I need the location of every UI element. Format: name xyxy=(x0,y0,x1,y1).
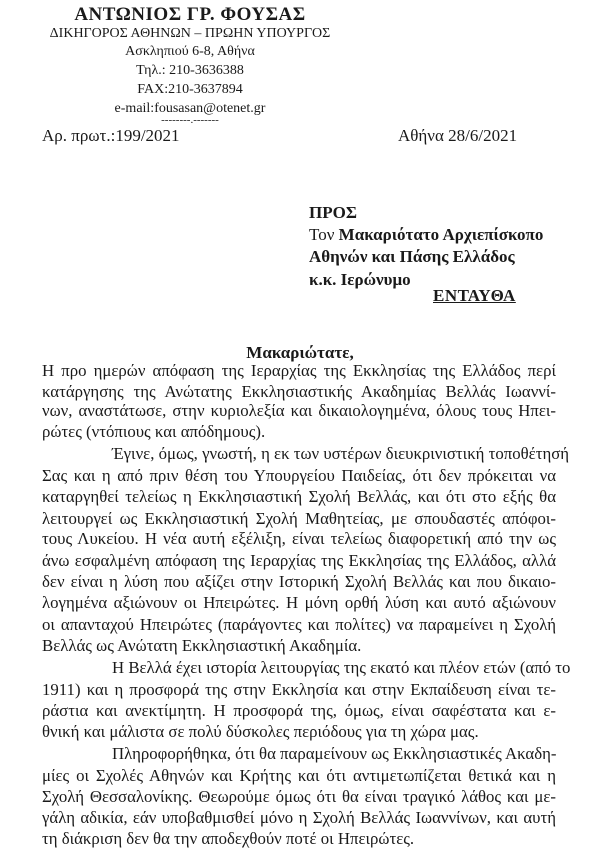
recipient-line2: Αθηνών και Πάσης Ελλάδος xyxy=(309,247,515,266)
body-line: Σας και η από πριν θέση του Υπουργείου Παιδείας, ότι δεν πρόκειται να xyxy=(42,466,556,485)
recipient-line1 xyxy=(309,225,543,245)
body-line: Βελλάς ως Ανώτατη Εκκλησιαστική Ακαδημία. xyxy=(42,636,362,655)
body-line: λειτουργεί ως Εκκλησιαστική Σχολή Μαθητείας, με σπουδαστές απόφοι- xyxy=(42,509,556,528)
letterhead-phone: Τηλ.: 210-3636388 xyxy=(136,63,244,78)
recipient-title: Μακαριότατο Αρχιεπίσκοπο xyxy=(338,225,544,244)
body-line: ράστια και ανεκτίμητη. Η προσφορά της, όμως, είναι σαφέστατα και ε- xyxy=(42,701,556,720)
body-line: μίες οι Σχολές Αθηνών και Κρήτης και ότι αντιμετωπίζεται θετικά και η xyxy=(42,766,556,785)
body-line: Η προ ημερών απόφαση της Ιεραρχίας της Εκκλησίας της Ελλάδος περί xyxy=(42,361,556,380)
body-line: Σχολή Θεσσαλονίκης. Θεωρούμε όμως ότι θα είναι τραγικό λάθος και με- xyxy=(42,787,556,806)
letterhead-separator: --------.------- xyxy=(161,114,219,126)
letterhead-title: ΔΙΚΗΓΟΡΟΣ ΑΘΗΝΩΝ – ΠΡΩΗΝ ΥΠΟΥΡΓΟΣ xyxy=(49,26,331,41)
body-line: τους Λυκείου. Η νέα αυτή εξέλιξη, είναι τελείως διαφορετική από την ως xyxy=(42,529,556,548)
body-line: γάλη αδικία, εάν υποβαθμισθεί μόνο η Σχολή Βελλάς Ιωαννίνων, και αυτή xyxy=(42,808,556,827)
body-line: νων, αναστάτωσε, στην κυριολεξία και δικαιολογημένα, όλους τους Ηπει- xyxy=(42,401,556,420)
body-line: δεν είναι η λύση που αξίζει στην Ιστορική Σχολή Βελλάς και που δικαιο- xyxy=(42,572,556,591)
body-line: Η Βελλά έχει ιστορία λειτουργίας της εκατό και πλέον ετών (από το xyxy=(112,658,571,677)
body-line: άνω εσφαλμένη απόφαση της Ιεραρχίας της Εκκλησίας της Ελλάδος, αλλά xyxy=(42,551,556,570)
recipient-prefix: Τον xyxy=(309,225,335,244)
letterhead-address: Ασκληπιού 6-8, Αθήνα xyxy=(125,44,255,59)
body-line: οι απανταχού Ηπειρώτες (παράγοντες και πολίτες) να παραμείνει η Σχολή xyxy=(42,615,556,634)
body-line: λογημένα αξιώνουν οι Ηπειρώτες. Η μόνη ορθή λύση και αυτό αξιώνουν xyxy=(42,593,556,612)
body-line: θνική και μάλιστα σε πολύ δύσκολες περιόδους για τη χώρα μας. xyxy=(42,722,479,741)
recipient-line3: κ.κ. Ιερώνυμο xyxy=(309,270,411,289)
body-line: τη διάκριση δεν θα την αποδεχθούν ποτέ οι Ηπειρώτες. xyxy=(42,829,415,848)
body-line: Έγινε, όμως, γνωστή, η εκ των υστέρων διευκρινιστική τοποθέτησή xyxy=(112,444,570,463)
body-line: ρώτες (ντόπιους και απόδημους). xyxy=(42,422,266,441)
body-line: 1911) και η προσφορά της στην Εκκλησία και στην Εκπαίδευση είναι τε- xyxy=(42,680,556,699)
letterhead-fax: FAX:210-3637894 xyxy=(137,82,243,97)
body-line: Πληροφορήθηκα, ότι θα παραμείνουν ως Εκκλησιαστικές Ακαδη- xyxy=(112,744,557,763)
letter-date: Αθήνα 28/6/2021 xyxy=(398,126,518,145)
recipient-to: ΠΡΟΣ xyxy=(309,203,357,222)
body-line: κατάργησης της Ανώτατης Εκκλησιαστικής Ακαδημίας Βελλάς Ιωαννί- xyxy=(42,382,556,401)
recipient-location: ΕΝΤΑΥΘΑ xyxy=(433,286,516,305)
letterhead-name: ΑΝΤΩΝΙΟΣ ΓΡ. ΦΟΥΣΑΣ xyxy=(74,4,306,25)
salutation: Μακαριώτατε, xyxy=(246,343,354,362)
body-line: καταργηθεί τελείως η Εκκλησιαστική Σχολή Βελλάς, και ότι στο εξής θα xyxy=(42,487,556,506)
letterhead-email: e-mail:fousasan@otenet.gr xyxy=(114,101,266,116)
reference-number: Αρ. πρωτ.:199/2021 xyxy=(42,126,180,145)
